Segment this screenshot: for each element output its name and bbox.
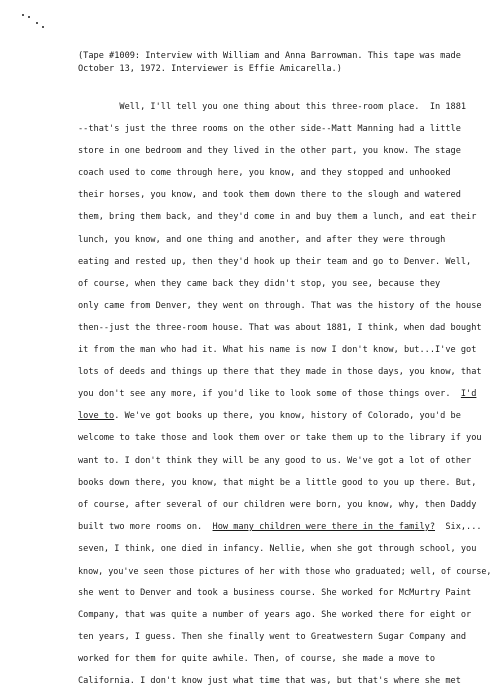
transcript-line: them, bring them back, and they'd come in and buy them a lunch, and eat their [78, 212, 477, 223]
transcript-line: welcome to take those and look them over or take them up to the library if you [78, 433, 482, 444]
transcript-line: --that's just the three rooms on the other side--Matt Manning had a little [78, 124, 461, 135]
underlined-phrase: I'd [460, 389, 477, 400]
transcript-line: lunch, you know, and one thing and another, and after they were through [78, 234, 446, 245]
transcript-line: ten years, I guess. Then she finally went to Greatwestern Sugar Company and [78, 632, 467, 643]
transcript-line: store in one bedroom and they lived in the other part, you know. The stage [78, 146, 461, 157]
transcript-line: of course, after several of our children were born, you know, why, then Daddy [78, 499, 477, 510]
transcript-line-text: you don't see any more, if you'd like to look some of those things over. [78, 389, 461, 400]
transcript-line: California. I don't know just what time that was, but that's where she met [78, 676, 461, 687]
transcript-line: of course, when they came back they didn't stop, you see, because they [78, 278, 441, 289]
transcript-line: only came from Denver, they went on through. That was the history of the house [78, 300, 482, 311]
transcript-line: Well, I'll tell you one thing about this three-room place. In 1881 [78, 102, 467, 112]
transcript-line: coach used to come through here, you know, and they stopped and unhooked [78, 168, 451, 179]
transcript-line [78, 405, 488, 427]
underlined-question: How many children were there in the family? [212, 521, 436, 532]
transcript-line [78, 516, 488, 538]
transcript-line: it from the man who had it. What his name is now I don't know, but...I've got [78, 345, 477, 356]
underlined-phrase: love to [78, 411, 115, 422]
tape-header [78, 50, 488, 76]
transcript-line: worked for them for quite awhile. Then, of course, she made a move to [78, 654, 435, 665]
transcript-line: their horses, you know, and took them down there to the slough and watered [78, 190, 461, 201]
transcript-line-text: Six,... [435, 521, 482, 532]
transcript-line: eating and rested up, then they'd hook up their team and go to Denver. Well, [78, 256, 472, 267]
scan-marks [22, 14, 52, 34]
transcript-line [78, 383, 488, 405]
transcript-line: lots of deeds and things up there that they made in those days, you know, that [78, 367, 482, 378]
transcript-line: want to. I don't think they will be any good to us. We've got a lot of other [78, 455, 472, 466]
transcript-line: Company, that was quite a number of years ago. She worked there for eight or [78, 610, 472, 621]
transcript-line: she went to Denver and took a business course. She worked for McMurtry Paint [78, 588, 472, 599]
transcript-line: seven, I think, one died in infancy. Nellie, when she got through school, you [78, 543, 477, 554]
transcript-line: then--just the three-room house. That was about 1881, I think, when dad bought [78, 322, 482, 333]
transcript-line: know, you've seen those pictures of her with those who graduated; well, of course, [78, 565, 492, 576]
transcript-line: books down there, you know, that might be a little good to you up there. But, [78, 477, 477, 488]
header-line: October 13, 1972. Interviewer is Effie Amicarella.) [78, 64, 342, 74]
transcript-line-text: built two more rooms on. [78, 521, 213, 532]
transcript-body [78, 96, 492, 693]
header-line: (Tape #1009: Interview with William and Anna Barrowman. This tape was made [78, 51, 461, 61]
transcript-line-text: . We've got books up there, you know, history of Colorado, you'd be [114, 411, 461, 422]
